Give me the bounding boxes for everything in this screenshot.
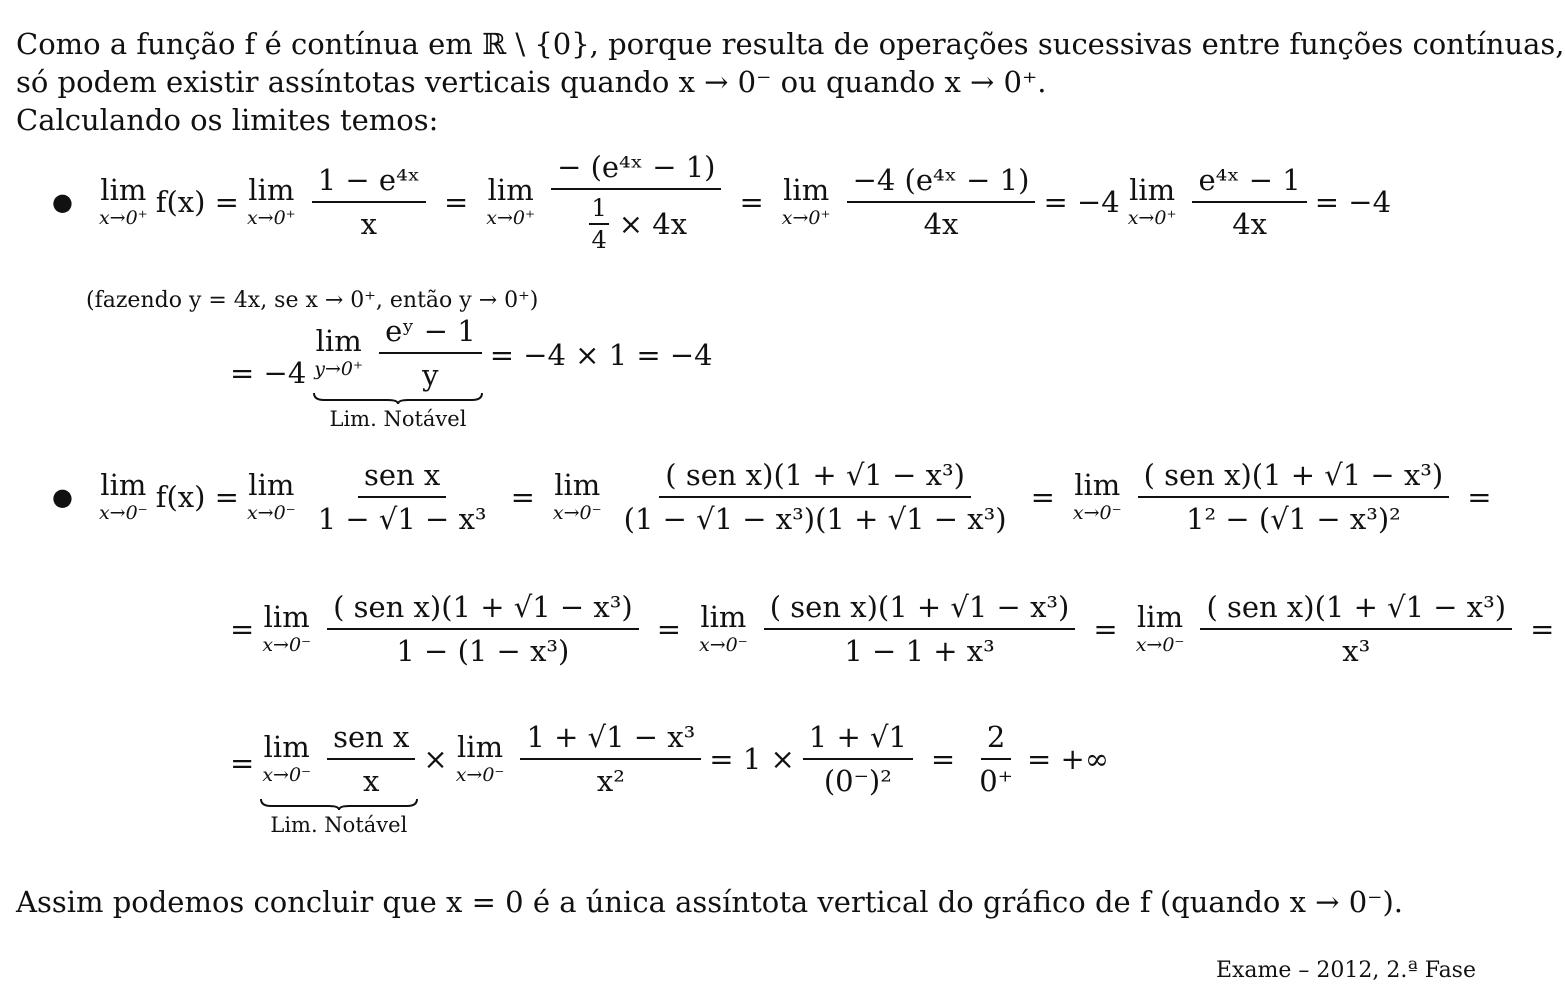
tail: = −4 × 1 = −4 [489,338,713,372]
limit-operator: lim x→0⁻ [1135,600,1185,657]
fraction: $\frac{\text{eʸ − 1}}{y}$ [379,316,482,391]
fraction: $\frac{\text{( sen x)(1 + √1 − x³)}}{\text{1 − 1 + x³}}$ [764,592,1076,667]
fraction: $\frac{\text{sen x}}{\text{1 − √1 − x³}}$ [317,458,487,537]
fraction: $\frac{\text{( sen x)(1 + √1 − x³)}}{\text{1 − (1 − x³)}}$ [327,592,639,667]
limit-operator: lim x→0⁺ [98,173,148,230]
source-label: Exame – 2012, 2.ª Fase [1215,958,1476,983]
result: = −4 [1314,185,1392,220]
notable-limit-group [254,722,423,837]
substitution-equation: = −4 lim y→0⁺ $\frac{\text{eʸ − 1}}{y}$ Lim. Notável = −4 × 1 = −4 [230,314,713,431]
limit-operator: lim x→0⁻ [98,468,148,525]
fraction: $\frac{\text{sen x}}{x}$ [327,722,415,797]
fraction: − (e⁴ˣ − 1) $\frac{1}{4}$ × 4x [551,152,721,252]
intro-line-1: Como a função f é contínua em ℝ \ {0}, porque resulta de operações sucessivas entre funções contínuas, [16,27,1565,61]
limit-operator: lim x→0⁻ [246,468,296,525]
fraction: $\frac{\text{1 + √1 − x³}}{\text{x²}}$ [520,722,701,797]
limit-operator: lim x→0⁻ [552,468,602,525]
limit-operator: lim x→0⁺ [781,173,831,230]
limit-operator: lim x→0⁻ [455,730,505,787]
fx-label: f(x) = [155,185,239,220]
conclusion: Assim podemos concluir que x = 0 é a única assíntota vertical do gráfico de f (quando x → 0⁻). [16,885,1403,919]
fraction: $\frac{\text{e⁴ˣ − 1}}{4x}$ [1192,165,1306,240]
intro-line-3: Calculando os limites temos: [16,103,439,137]
limit-operator: lim x→0⁻ [699,600,748,657]
limit-operator: lim x→0⁻ [262,600,312,657]
right-limit-equation: ● lim x→0⁺ f(x) = lim x→0⁺ $\frac{\text{1 − e⁴ˣ}}{x}$ = lim x→0⁺ − (e⁴ˣ − 1) $\frac{1}{4}$ × 4x = lim x→0⁺ $\frac{\text{−4 (e⁴ˣ − 1)}}{4x}$ = −4 lim x→0⁺ $\frac{\text{e⁴ˣ − 1}}{4x}$ = −4 [52,150,1392,255]
intro-line-2: só podem existir assíntotas verticais quando x → 0⁻ ou quando x → 0⁺. [16,65,1047,99]
left-limit-equation: ● lim x→0⁻ f(x) = lim x→0⁻ $\frac{\text{sen x}}{\text{1 − √1 − x³}}$ = lim x→0⁻ $\frac{\text{( sen x)(1 + √1 − x³)}}{\text{(1 − √1 − x³)(1 + √1 − x³)}}$ = lim x→0⁻ $\frac{\text{( sen x)(1 + √1 − x³)}}{\text{1² − (√1 − x³)²}}$ = [52,458,1492,537]
bullet-icon: ● [52,188,73,217]
substitution-note: (fazendo y = 4x, se x → 0⁺, então y → 0⁺) [86,288,539,313]
fraction: $\frac{1 + √1}{\text{(0⁻)²}}$ [803,722,913,797]
underbrace-icon [312,391,484,405]
limit-operator: lim x→0⁻ [1072,468,1122,525]
brace-label: Lim. Notável [270,812,408,837]
fraction: $\frac{\text{1 − e⁴ˣ}}{x}$ [312,165,426,240]
limit-operator: lim x→0⁺ [486,173,536,230]
limit-operator: lim x→0⁻ [262,730,312,787]
limit-operator: lim y→0⁺ [314,324,364,381]
left-limit-step-3: = lim x→0⁻ $\frac{\text{sen x}}{x}$ Lim. Notável × lim x→0⁻ $\frac{\text{1 + √1 − x³}}{\text{x²}}$ = 1 × $\frac{1 + √1}{\text{(0⁻)²}}$ = $\frac{2}{0^+}$ = +∞ [230,720,1109,837]
fraction: $\frac{\text{−4 (e⁴ˣ − 1)}}{4x}$ [847,165,1036,240]
infinity-result: = +∞ [1027,742,1109,777]
notable-limit-group [306,316,489,431]
coefficient: = −4 [1043,185,1120,220]
limit-operator: lim x→0⁺ [246,173,296,230]
limit-operator: lim x→0⁺ [1127,173,1177,230]
brace-label: Lim. Notável [329,406,467,431]
fraction: $\frac{2}{0^+}$ [979,720,1013,799]
fraction: $\frac{\text{( sen x)(1 + √1 − x³)}}{\text{(1 − √1 − x³)(1 + √1 − x³)}}$ [623,458,1007,537]
bullet-icon: ● [52,483,73,512]
left-limit-step-2: = lim x→0⁻ $\frac{\text{( sen x)(1 + √1 − x³)}}{\text{1 − (1 − x³)}}$ = lim x→0⁻ $\frac{\text{( sen x)(1 + √1 − x³)}}{\text{1 − 1 + x³}}$ = lim x→0⁻ $\frac{\text{( sen x)(1 + √1 − x³)}}{\text{x³}}$ = [230,590,1555,669]
fraction: $\frac{\text{( sen x)(1 + √1 − x³)}}{\text{x³}}$ [1200,592,1512,667]
fraction: $\frac{\text{( sen x)(1 + √1 − x³)}}{\text{1² − (√1 − x³)²}}$ [1138,460,1450,535]
underbrace-icon [259,797,419,811]
